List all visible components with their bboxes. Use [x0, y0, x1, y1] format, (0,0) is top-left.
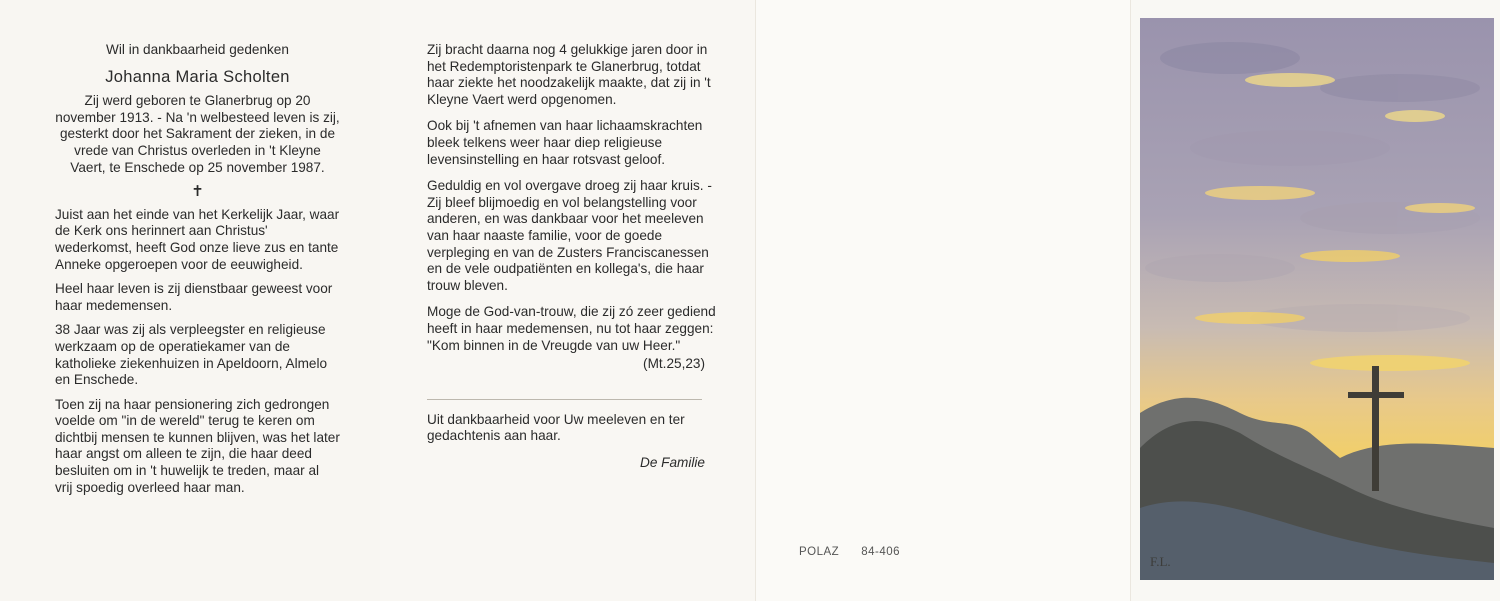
remembrance-heading: Wil in dankbaarheid gedenken	[106, 42, 289, 57]
blessing-paragraph: Moge de God-van-trouw, die zij zó zeer gediend heeft in haar medemensen, nu tot haar zeggen: "Kom binnen in de Vreugde van uw Heer."	[427, 304, 716, 353]
memorial-text-right	[427, 42, 717, 481]
biography-paragraph: 38 Jaar was zij als verpleegster en religieuse werkzaam op de operatiekamer van de katholieke ziekenhuizen in Apeldoorn, Almelo en Enschede.	[55, 322, 328, 388]
divider	[427, 399, 702, 400]
artist-monogram: F.L.	[1150, 554, 1171, 569]
biography-paragraph: Toen zij na haar pensionering zich gedrongen voelde om "in de wereld" terug te keren om dichtbij mensen te kunnen blijven, was het later haar angst om alleen te zijn, die haar deed besluiten om in 't huwelijk te treden, maar al vrij spoedig overleed haar man.	[55, 396, 340, 495]
card-panel-blank	[755, 0, 1130, 601]
biography-paragraph: Zij werd geboren te Glanerbrug op 20 november 1913. - Na 'n welbesteed leven is zij, gesterkt door het Sakrament der zieken, in de vrede van Christus overleden in 't Kleyne Vaert, te Enschede op 25 november 1987.	[55, 93, 340, 175]
thanks-paragraph: Uit dankbaarheid voor Uw meeleven en ter gedachtenis aan haar.	[427, 411, 685, 444]
biography-paragraph: Zij bracht daarna nog 4 gelukkige jaren door in het Redemptoristenpark te Glanerbrug, totdat haar ziekte het noodzakelijk maakte, dat zij in 't Kleyne Vaert werd opgenomen.	[427, 42, 711, 107]
biography-paragraph: Ook bij 't afnemen van haar lichaamskrachten bleek telkens weer haar diep religieuse levensinstelling en haar rotsvast geloof.	[427, 118, 703, 167]
card-fold-line	[755, 0, 756, 601]
biography-paragraph: Juist aan het einde van het Kerkelijk Jaar, waar de Kerk ons herinnert aan Christus' wederkomst, heeft God onze lieve zus en tante Anneke opgeroepen voor de eeuwigheid.	[55, 206, 340, 272]
printer-imprint	[799, 546, 900, 558]
card-fold-line	[1130, 0, 1131, 601]
family-signature: De Familie	[640, 454, 705, 470]
deceased-name: Johanna Maria Scholten	[105, 67, 290, 86]
cross-painting	[1140, 18, 1494, 580]
scripture-reference: (Mt.25,23)	[643, 356, 705, 372]
print-code: 84-406	[861, 546, 901, 558]
memorial-text-left	[55, 42, 340, 504]
biography-paragraph: Geduldig en vol overgave droeg zij haar kruis. - Zij bleef blijmoedig en vol belangstelling voor anderen, en was dankbaar voor het meeleven van haar naaste familie, voor de goede verpleging en van de Zusters Franciscanessen en de vele oudpatiënten en kollega's, die haar trouw bleven.	[427, 178, 712, 293]
biography-paragraph: Heel haar leven is zij dienstbaar geweest voor haar medemensen.	[55, 281, 333, 313]
cross-icon: ✝	[191, 183, 204, 201]
publisher-name: POLAZ	[799, 546, 840, 558]
